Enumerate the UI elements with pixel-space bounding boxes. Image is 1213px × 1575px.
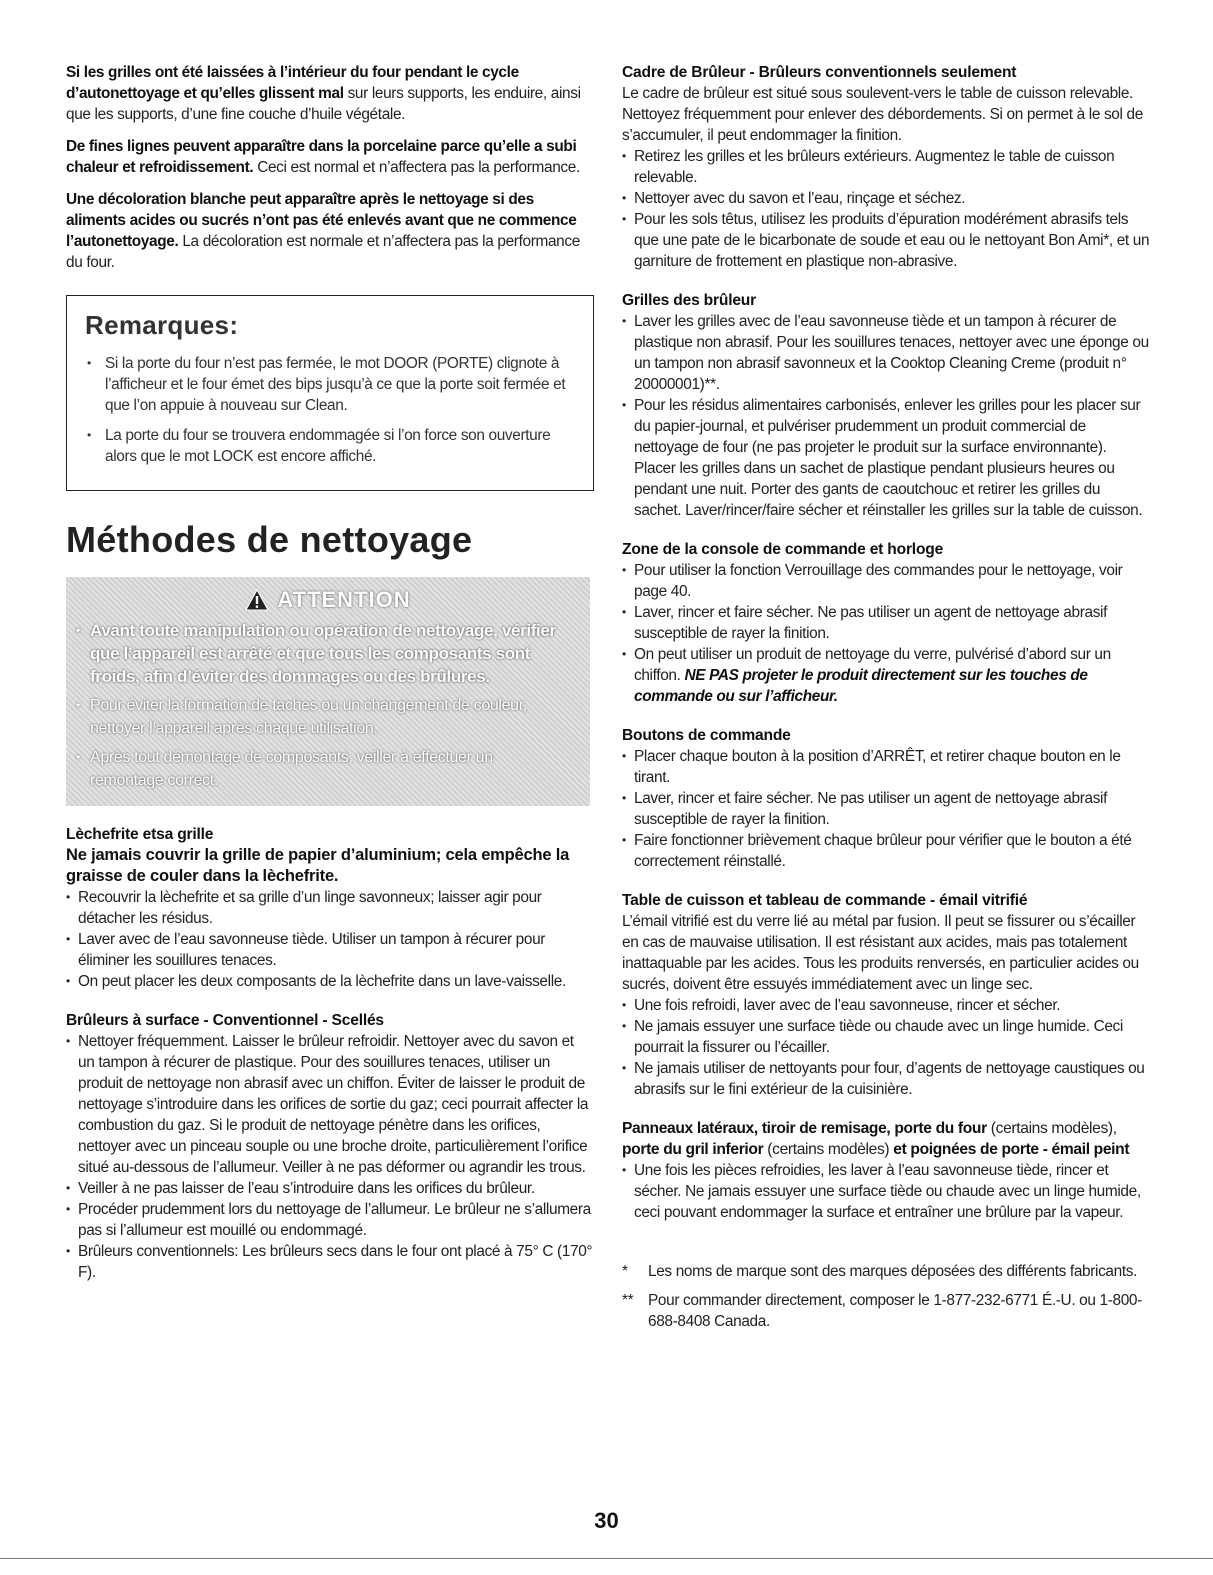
list-item: • Retirez les grilles et les brûleurs extérieurs. Augmentez le table de cuisson relevable. xyxy=(622,146,1150,188)
list-item xyxy=(622,644,1150,707)
remarques-item: • La porte du four se trouvera endommagée si l’on force son ouverture alors que le mot LOCK est encore affiché. xyxy=(85,425,575,467)
paragraph-text: Ceci est normal et n’affectera pas la performance. xyxy=(253,159,580,176)
list-item: • Pour utiliser la fonction Verrouillage des commandes pour le nettoyage, voir page 40. xyxy=(622,560,1150,602)
list-item: • Faire fonctionner brièvement chaque brûleur pour vérifier que le bouton a été correctement réinstallé. xyxy=(622,830,1150,872)
attention-item: • Avant toute manipulation ou opération de nettoyage, vérifier que l’appareil est arrêté et que tous les composants sont froids, afin d’éviter des dommages ou des brûlures. xyxy=(76,619,560,688)
remarques-box xyxy=(66,295,594,491)
section-zone xyxy=(622,539,1150,707)
list-item: • Laver les grilles avec de l’eau savonneuse tiède et un tampon à récurer de plastique non abrasif. Pour les souillures tenaces, nettoyer avec une éponge ou un tampon non abrasif savonneux et la Cooktop Cleaning Creme (produit n° 20000001)**. xyxy=(622,311,1150,395)
section-title: Lèchefrite etsa grille xyxy=(66,826,214,843)
section-list xyxy=(622,146,1150,272)
section-title xyxy=(622,1118,1150,1160)
list-item: • Pour les sols têtus, utilisez les produits d’épuration modérément abrasifs tels que une pate de le bicarbonate de soude et eau ou le nettoyant Bon Ami*, et un garniture de frottement en plastique non-abrasive. xyxy=(622,209,1150,272)
remarques-item: • Si la porte du four n’est pas fermée, le mot DOOR (PORTE) clignote à l’afficheur et le four émet des bips jusqu’à ce que la porte soit fermée et que l’on appuie à nouveau sur Clean. xyxy=(85,353,575,416)
section-grilles xyxy=(622,290,1150,521)
attention-header xyxy=(66,577,590,619)
title-part: (certains modèles), xyxy=(986,1120,1117,1137)
attention-box xyxy=(66,577,590,806)
paragraph-text: sur leurs supports, les enduire, ainsi que les supports, d’une fine couche d’huile végétale. xyxy=(66,85,581,123)
title-part: et poignées de porte - émail peint xyxy=(893,1141,1130,1158)
section-list xyxy=(66,887,594,992)
attention-item: • Après tout démontage de composants, veiller à effectuer un remontage correct. xyxy=(76,746,560,792)
title-part: (certains modèles) xyxy=(763,1141,894,1158)
list-item: • Brûleurs conventionnels: Les brûleurs secs dans le four ont placé à 75° C (170° F). xyxy=(66,1241,594,1283)
left-column xyxy=(66,62,594,1301)
section-subtitle: Ne jamais couvrir la grille de papier d’aluminium; cela empêche la graisse de couler dans la lèchefrite. xyxy=(66,846,570,885)
paragraph-text: La décoloration est normale et n’affectera pas la performance du four. xyxy=(66,233,580,271)
section-intro: L’émail vitrifié est du verre lié au métal par fusion. Il peut se fissurer ou s’écailler en cas de mauvaise utilisation. Il est résistant aux acides, mais pas totalement inattaquable par les acides. Tous les produits renversés, en particulier acides ou sucrés, doivent être essuyés immédiatement avec un linge sec. xyxy=(622,913,1139,993)
paragraph-decoloration xyxy=(66,189,594,273)
list-item: • Une fois les pièces refroidies, les laver à l’eau savonneuse tiède, rincer et sécher. Ne jamais essuyer une surface tiède ou chaude avec un linge humide, ceci pouvant endommager la surface et entraîner une brûlure par la vapeur. xyxy=(622,1160,1150,1223)
paragraph-grilles xyxy=(66,62,594,125)
attention-item: • Pour éviter la formation de taches ou un changement de couleur, nettoyer l’appareil après chaque utilisation. xyxy=(76,694,560,740)
section-title: Grilles des brûleur xyxy=(622,292,756,309)
list-item: • Veiller à ne pas laisser de l’eau s’introduire dans les orifices du brûleur. xyxy=(66,1178,594,1199)
section-cadre xyxy=(622,62,1150,272)
list-item: • Placer chaque bouton à la position d’ARRÊT, et retirer chaque bouton en le tirant. xyxy=(622,746,1150,788)
remarques-title: Remarques: xyxy=(85,310,239,340)
attention-list xyxy=(66,619,590,792)
warning-icon xyxy=(245,589,269,611)
footnote xyxy=(622,1261,1150,1282)
paragraph-bold: Si les grilles ont été laissées à l’intérieur du four pendant le cycle d’autonettoyage et qu’elles glissent mal xyxy=(66,64,519,102)
list-item: • Laver avec de l’eau savonneuse tiède. Utiliser un tampon à récurer pour éliminer les souillures tenaces. xyxy=(66,929,594,971)
list-item: • On peut placer les deux composants de la lèchefrite dans un lave-vaisselle. xyxy=(66,971,594,992)
section-table xyxy=(622,890,1150,1100)
list-item-text: On peut utiliser un produit de nettoyage du verre, pulvérisé d’abord sur un chiffon. xyxy=(634,646,1111,684)
paragraph-bold: De fines lignes peuvent apparaître dans la porcelaine parce qu’elle a subi chaleur et refroidissement. xyxy=(66,138,577,176)
section-list xyxy=(66,1031,594,1283)
list-item-emphasis: NE PAS projeter le produit directement sur les touches de commande ou sur l’afficheur. xyxy=(634,667,1088,705)
section-list xyxy=(622,995,1150,1100)
section-intro: Le cadre de brûleur est situé sous soulevent-vers le table de cuisson relevable. Nettoyez fréquemment pour enlever des débordements. Si on permet à le sol de s’accumuler, il peut endommager la finition. xyxy=(622,85,1143,144)
section-title: Table de cuisson et tableau de commande - émail vitrifié xyxy=(622,892,1028,909)
footnote-text: Pour commander directement, composer le 1-877-232-6771 É.-U. ou 1-800-688-8408 Canada. xyxy=(648,1292,1142,1330)
section-boutons xyxy=(622,725,1150,872)
section-title: Brûleurs à surface - Conventionnel - Scellés xyxy=(66,1012,384,1029)
list-item: • Procéder prudemment lors du nettoyage de l’allumeur. Le brûleur ne s’allumera pas si l’allumeur est mouillé ou endommagé. xyxy=(66,1199,594,1241)
list-item: • Ne jamais essuyer une surface tiède ou chaude avec un linge humide. Ceci pourrait la fissurer ou l’écailler. xyxy=(622,1016,1150,1058)
page-number: 30 xyxy=(594,1508,619,1533)
section-title: Zone de la console de commande et horloge xyxy=(622,541,944,558)
section-bruleurs xyxy=(66,1010,594,1283)
list-item: • Ne jamais utiliser de nettoyants pour four, d’agents de nettoyage caustiques ou abrasifs sur le fini extérieur de la cuisinière. xyxy=(622,1058,1150,1100)
attention-title: ATTENTION xyxy=(277,587,411,612)
section-title: Boutons de commande xyxy=(622,727,791,744)
section-list xyxy=(622,560,1150,707)
footnote-mark: ** xyxy=(622,1292,634,1309)
section-list xyxy=(622,311,1150,521)
section-lechefrite xyxy=(66,824,594,992)
footnote xyxy=(622,1290,1150,1332)
section-list xyxy=(622,1160,1150,1223)
list-item: • Une fois refroidi, laver avec de l’eau savonneuse, rincer et sécher. xyxy=(622,995,1150,1016)
list-item: • Laver, rincer et faire sécher. Ne pas utiliser un agent de nettoyage abrasif susceptible de rayer la finition. xyxy=(622,788,1150,830)
list-item: • Nettoyer fréquemment. Laisser le brûleur refroidir. Nettoyer avec du savon et un tampon à récurer de plastique. Pour des souillures tenaces, utiliser un produit de nettoyage non abrasif avec un chiffon. Éviter de laisser le produit de nettoyage s’introduire dans les orifices de sortie du gaz; ceci pourrait affecter la combustion du gaz. Si le produit de nettoyage pénètre dans les orifices, nettoyer avec un pinceau souple ou une broche droite, particulièrement l’orifice situé au-dessous de l’allumeur. Veiller à ne pas déformer ou agrandir les trous. xyxy=(66,1031,594,1178)
right-column xyxy=(622,62,1150,1340)
section-panneaux xyxy=(622,1118,1150,1223)
title-part: Panneaux latéraux, tiroir de remisage, porte du four xyxy=(622,1120,987,1137)
bottom-rule xyxy=(0,1558,1213,1559)
list-item: • Nettoyer avec du savon et l’eau, rinçage et séchez. xyxy=(622,188,1150,209)
list-item: • Recouvrir la lèchefrite et sa grille d’un linge savonneux; laisser agir pour détacher les résidus. xyxy=(66,887,594,929)
title-part: porte du gril inferior xyxy=(622,1141,764,1158)
footnotes xyxy=(622,1261,1150,1332)
list-item: • Pour les résidus alimentaires carbonisés, enlever les grilles pour les placer sur du papier-journal, et pulvériser prudemment un produit commercial de nettoyage de four (ne pas projeter le produit sur la surface environnante). Placer les grilles dans un sachet de plastique pendant plusieurs heures ou pendant une nuit. Porter des gants de caoutchouc et retirer les grilles du sachet. Laver/rincer/faire sécher et réinstaller les grilles sur la table de cuisson. xyxy=(622,395,1150,521)
paragraph-bold: Une décoloration blanche peut apparaître après le nettoyage si des aliments acides ou sucrés n’ont pas été enlevés avant que ne commence l’autonettoyage. xyxy=(66,191,577,250)
methods-title: Méthodes de nettoyage xyxy=(66,519,473,560)
list-item: • Laver, rincer et faire sécher. Ne pas utiliser un agent de nettoyage abrasif susceptible de rayer la finition. xyxy=(622,602,1150,644)
section-list xyxy=(622,746,1150,872)
footnote-text: Les noms de marque sont des marques déposées des différents fabricants. xyxy=(648,1263,1138,1280)
paragraph-lignes xyxy=(66,136,594,178)
remarques-list xyxy=(85,353,575,467)
footnote-mark: * xyxy=(622,1263,628,1280)
section-title: Cadre de Brûleur - Brûleurs conventionnels seulement xyxy=(622,64,1017,81)
